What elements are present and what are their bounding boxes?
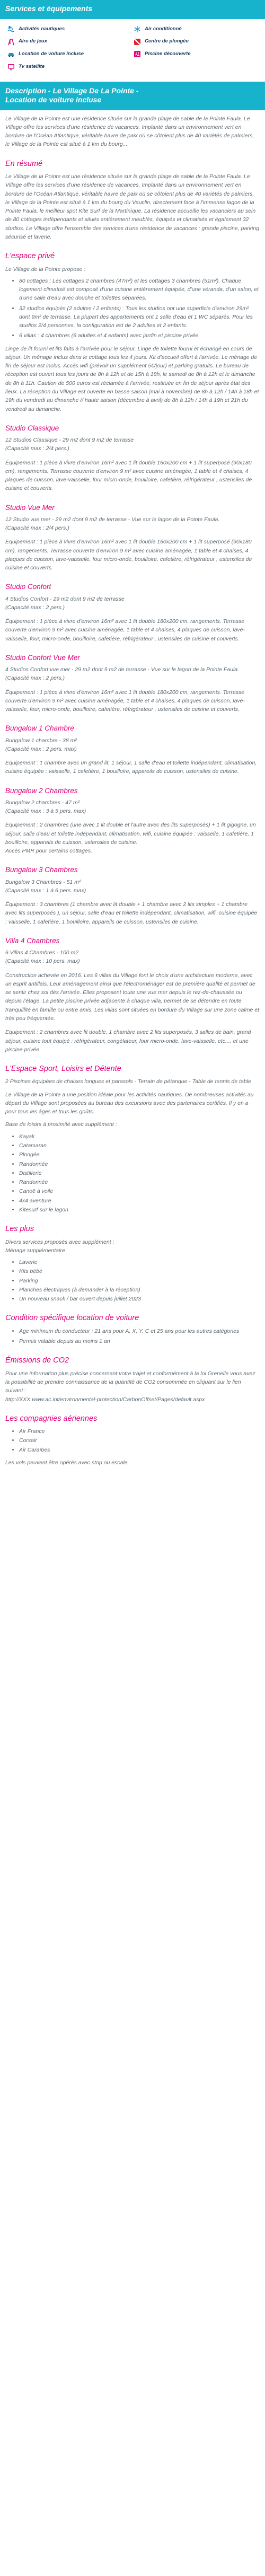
list-item: • Age minimum du conducteur : 21 ans pour A, X, Y, C et 25 ans pour les autres catégories xyxy=(19,1327,260,1335)
service-label: Air conditionné xyxy=(145,25,182,32)
co2-text: Pour une information plus précise concernant votre trajet et conformément à la loi Grenelle vous avez la possibilité de prendre connaissance de la quantité de CO2 consommée en cliquant sur le lien suivant : xyxy=(5,1370,255,1394)
compagnies-footer: Les vols peuvent être opérés avec stop ou escale. xyxy=(5,1459,129,1466)
bungalow-2-details: Équipement : 2 chambres (une avec 1 lit double et l'autre avec des lits superposés) + 1 lit gigogne, un séjour, salle d'eau et toilette indépendant, climatisation, wifi, cuisine équipée : vaisselle, 1 cafetière, 1 bouilloire, appareils de cuisson, ustensiles de cuisine. xyxy=(5,822,256,846)
studio-confort-summary: 4 Studios Confort - 29 m2 dont 9 m2 de terrasse xyxy=(5,595,125,602)
villa-4-capacity: (Capacité max : 10 pers. max) xyxy=(5,958,80,965)
sport-text2: Le Village de la Pointe a une position idéale pour les activités nautiques. De nombreuses activités au départ du Village sont proposées au bureau des excursions avec des partenaires certifiés. Il y en a pour tous les âges et tous les goûts. xyxy=(5,1091,254,1115)
service-label: Aire de jeux xyxy=(19,38,47,45)
compagnies-list xyxy=(5,1427,260,1454)
bungalow-2-title: Bungalow 2 Chambres xyxy=(5,786,78,795)
studio-confort-title: Studio Confort xyxy=(5,583,51,591)
service-item xyxy=(7,63,134,71)
service-label: Centre de plongée xyxy=(145,38,189,45)
description-header xyxy=(0,82,265,110)
service-item xyxy=(134,25,260,33)
service-item xyxy=(7,50,134,58)
list-item: • Planches électriques (à demander à la réception) xyxy=(19,1286,260,1294)
bungalow-2-pmr: Accès PMR pour certains cottages. xyxy=(5,848,92,855)
service-label: Activités nautiques xyxy=(19,25,65,32)
list-item: • Air France xyxy=(19,1427,260,1436)
plus-list xyxy=(5,1258,260,1303)
sport-intro: Base de loisirs à proximité avec supplément : xyxy=(5,1121,117,1128)
espace-prive-list xyxy=(5,277,260,340)
sport-list xyxy=(5,1132,260,1214)
studio-vue-mer-summary: 12 Studio vue mer - 29 m2 dont 9 m2 de terrasse - Vue sur le lagon de la Pointe Faula. xyxy=(5,516,220,523)
plus-title: Les plus xyxy=(5,1225,34,1234)
list-item: • Air Caraïbes xyxy=(19,1446,260,1454)
list-item: • 6 villas : 4 chambres (6 adultes et 4 enfants) avec jardin et piscine privée xyxy=(19,331,260,340)
description-title-line2: Location de voiture incluse xyxy=(5,95,102,104)
service-item xyxy=(134,38,260,46)
list-item: • Kits bébé xyxy=(19,1267,260,1276)
bungalow-3-summary: Bungalow 3 Chambres - 51 m² xyxy=(5,878,81,885)
bungalow-1-details: Équipement : 1 chambre avec un grand lit, 1 séjour, 1 salle d'eau et toilette indépendant, climatisation, cuisine équipée : vaisselle, 1 cafetière, 1 bouilloire, appareils de cuisson, ustensiles de cuisine. xyxy=(5,760,257,775)
studio-classique-capacity: (Capacité max : 2/4 pers.) xyxy=(5,445,69,452)
list-item: • 4x4 aventure xyxy=(19,1197,260,1205)
bungalow-1-capacity: (Capacité max : 2 pers. max) xyxy=(5,745,77,752)
tv-icon xyxy=(7,63,15,71)
water-activities-icon xyxy=(7,25,15,33)
service-label: Tv satellite xyxy=(19,63,45,69)
list-item: • Randonnée xyxy=(19,1160,260,1168)
studio-confort-vue-mer-details: Équipement : 1 pièce à vivre d'environ 16m² avec 1 lit double 180x200 cm, rangements. Terrasse couverte d'environ 9 m² avec cuisine aménagée, 1 table et 4 chaises, 4 plaques de cuisson, lave-vaisselle, four, micro-onde, bouilloire, cafetière, réfrigérateur , ustensiles de cuisine et couverts. xyxy=(5,689,245,713)
studio-confort-vue-mer-capacity: (Capacité max : 2 pers.) xyxy=(5,675,65,682)
services-header: Services et équipements xyxy=(0,0,265,19)
espace-prive-title: L'espace privé xyxy=(5,252,55,261)
bungalow-2-capacity: (Capacité max : 3 à 5 pers. max) xyxy=(5,808,86,815)
espace-prive-intro: Le Village de la Pointe propose : xyxy=(5,266,85,272)
air-conditioning-icon xyxy=(134,25,141,33)
service-item xyxy=(7,38,134,46)
villa-4-summary: 6 Villas 4 Chambres - 100 m2 xyxy=(5,949,79,956)
diving-center-icon xyxy=(134,38,141,46)
studio-vue-mer-details: Equipement : 1 pièce à vivre d'environ 16m² avec 1 lit double 160x200 cm + 1 lit superposé (90x180 cm), rangements. Terrasse couverte d'environ 9 m² avec cuisine aménagée, 1 table et 4 chaises, 4 plaques de cuisson, lave-vaisselle, four micro-onde, bouilloire, cafetière, réfrigérateur , ustensiles de cuisine et couverts. xyxy=(5,539,252,572)
list-item: • Kayak xyxy=(19,1132,260,1141)
list-item: • Kitesurf sur le lagon xyxy=(19,1206,260,1214)
list-item: • Un nouveau snack / bar ouvert depuis juillet 2023 xyxy=(19,1295,260,1303)
co2-title: Émissions de CO2 xyxy=(5,1356,69,1365)
studio-confort-details: Équipement : 1 pièce à vivre d'environ 16m² avec 1 lit double 180x200 cm, rangements. Terrasse couverte d'environ 9 m² avec cuisine aménagée, 1 table et 4 chaises, 4 plaques de cuisson, lave-vaisselle, four, micro-onde, bouilloire, cafetière, réfrigérateur , ustensiles de cuisine et couverts. xyxy=(5,618,245,642)
service-item xyxy=(134,50,260,58)
espace-prive-footnote: Linge de lit fourni et lits faits à l'arrivée pour le séjour. Linge de toilette fourni et échangé en cours de séjour. Un ménage inclus dans le cottage tous les 4 jours. Kit d'accueil offert à l'arrivée. Le ménage de fin de séjour est inclus. Accès wifi (prévoir un supplément 5€/jour) et parking gratuits. Le bureau de réception est ouvert tous les jours de 8h à 12h et de 15h à 18h, le samedi de 8h à 12h et le dimanche de 8h à 11h. Caution de 500 euros est réclamée à l'arrivée, restituée en fin de séjour après état des lieux. La réception du Village est ouverte en basse saison (mai à novembre) de 8h à 12h / 14h à 18h et 19h du vendredi au dimanche // haute saison (décembre à avril) de 8h à 12h / 14h à 19h et 21h du vendredi au dimanche. xyxy=(5,345,259,412)
studio-vue-mer-capacity: (Capacité max : 2/4 pers.) xyxy=(5,525,69,532)
condition-list xyxy=(5,1327,260,1346)
bungalow-2-summary: Bungalow 2 chambres - 47 m² xyxy=(5,799,80,806)
list-item: • Plongée xyxy=(19,1150,260,1159)
studio-vue-mer-title: Studio Vue Mer xyxy=(5,503,55,512)
condition-title: Condition spécifique location de voiture xyxy=(5,1314,139,1323)
playground-icon xyxy=(7,38,15,46)
list-item: • Permis valable depuis au moins 1 an xyxy=(19,1337,260,1346)
services-list xyxy=(5,19,260,74)
service-label: Piscine découverte xyxy=(145,51,191,57)
list-item: • Catamaran xyxy=(19,1141,260,1150)
list-item: • Laverie xyxy=(19,1258,260,1267)
description-title-line1: Description - Le Village De La Pointe - xyxy=(5,86,139,95)
studio-confort-capacity: (Capacité max : 2 pers.) xyxy=(5,604,65,611)
service-item xyxy=(7,25,134,33)
studio-confort-vue-mer-title: Studio Confort Vue Mer xyxy=(5,653,80,662)
bungalow-1-title: Bungalow 1 Chambre xyxy=(5,724,74,733)
villa-4-title: Villa 4 Chambres xyxy=(5,936,60,945)
list-item: • Distillerie xyxy=(19,1169,260,1177)
list-item: • Parking xyxy=(19,1277,260,1285)
bungalow-3-capacity: (Capacité max : 1 à 6 pers. max) xyxy=(5,887,86,894)
pool-icon xyxy=(134,50,141,58)
compagnies-title: Les compagnies aériennes xyxy=(5,1414,98,1423)
plus-intro2: Ménage supplémentaire xyxy=(5,1247,65,1254)
resume-title: En résumé xyxy=(5,159,43,168)
bungalow-3-title: Bungalow 3 Chambres xyxy=(5,866,78,874)
resume-text: Le Village de la Pointe est une résidence située sur la grande plage de sable de la Pointe Faula. Le Village offre les services d'une résidence de vacances. Implanté dans un environnement vert en bordure de l'Océan Atlantique, véritable havre de paix où se côtoient plus de 40 variétés de palmiers, le Village de la Pointe est situé à 1 km du bourg du Vauclin, directement face à l'immense lagon de la Pointe Faula, le meilleur spot Kite Surf de la Martinique. La résidence accueille les vacanciers au sein de 80 cottages indépendants et situés entièrement meublés, équipés et climatisés et également 32 studios. Le Village offre l'ensemble des services d'une résidence de vacances : grande piscine, parking sécurisé et laverie. xyxy=(5,173,259,240)
bungalow-1-summary: Bungalow 1 chambre - 38 m² xyxy=(5,737,77,744)
plus-intro1: Divers services proposés avec supplément : xyxy=(5,1238,114,1245)
villa-4-text2: Equipement : 2 chambres avec lit double, 1 chambre avec 2 lits superposés, 3 salles de bain, grand séjour, cuisine tout équipé : réfrigérateur, congélateur, four micro-onde, lave-vaisselle, etc..., et une piscine privée. xyxy=(5,1029,251,1053)
studio-classique-details: Équipement : 1 pièce à vivre d'environ 16m² avec 1 lit double 160x200 cm + 1 lit superposé (90x180 cm), rangements. Terrasse couverte d'environ 9 m² avec cuisine aménagée, 1 table et 4 chaises, 4 plaques de cuisson, lave-vaisselle, four micro-onde, bouilloire, cafetière, réfrigérateur , ustensiles de cuisine et couverts. xyxy=(5,459,252,492)
list-item: • Canoë à voile xyxy=(19,1187,260,1195)
studio-classique-summary: 12 Studios Classique - 29 m2 dont 9 m2 de terrasse xyxy=(5,436,134,443)
list-item: • 32 studios équipés (2 adultes / 2 enfants) : Tous les studios ont une superficie d'environ 29m² dont 9m² de terrasse. La plupart des appartements ont 1 salle d'eau et 1 WC séparés. Pour les studios 2/4 personnes, la configuration est de 2 adultes et 2 enfants. xyxy=(19,304,260,330)
bungalow-3-details: Équipement : 3 chambres (1 chambre avec lit double + 1 chambre avec 2 lits simples + 1 chambre avec lits superposés ), un séjour, salle d'eau et toilette indépendant, climatisation, wifi, cuisine équipée : vaisselle, 1 cafetière, 1 bouilloire, appareils de cuisson, ustensiles de cuisine. xyxy=(5,901,258,925)
description-intro: Le Village de la Pointe est une résidence située sur la grande plage de sable de la Pointe Faula. Le Village offre les services d'une résidence de vacances. Implanté dans un environnement vert en bordure de l'Océan Atlantique, véritable havre de paix où se côtoient plus de 40 variétés de palmiers, le Village de la Pointe est situé à 1 km du bourg... xyxy=(5,115,254,148)
service-label: Location de voiture incluse xyxy=(19,51,84,57)
sport-title: L'Espace Sport, Loisirs et Détente xyxy=(5,1065,121,1074)
sport-text1: 2 Piscines équipées de chaises longues et parasols - Terrain de pétanque - Table de tennis de table xyxy=(5,1078,251,1085)
studio-confort-vue-mer-summary: 4 Studios Confort vue mer - 29 m2 dont 9 m2 de terrasse - Vue sur le lagon de la Pointe Faula. xyxy=(5,666,240,673)
studio-classique-title: Studio Classique xyxy=(5,424,59,432)
co2-link[interactable]: http://XXX.www.ac.int/environmental-protection/CarbonOffset/Pages/default.aspx xyxy=(5,1396,205,1403)
list-item: • Randonnée xyxy=(19,1178,260,1186)
villa-4-text1: Construction achevée en 2016. Les 6 villas du Village font le choix d'une architecture moderne, avec un esprit antillais. Leur aménagement ainsi que l'électroménager est de première qualité et permet de se sentir chez soi dès l'arrivée. Elles proposent toute une vue mer depuis le rez-de-chaussée ou depuis l'étage. La petite piscine privée adjacente à chaque villa, permet de se détendre en toute tranquillité en famille ou entre amis. Les villas sont situées en bordure du Village sur une zone calme et très peu fréquentée. xyxy=(5,972,259,1022)
list-item: • Corsair xyxy=(19,1436,260,1445)
list-item: • 80 cottages : Les cottages 2 chambres (47m²) et les cottages 3 chambres (51m²). Chaque logement climatisé est composé d'une cuisine entièrement équipée, d'une véranda, d'un salon, et d'une salle d'eau avec douche et toilettes séparées. xyxy=(19,277,260,303)
car-rental-icon xyxy=(7,50,15,58)
